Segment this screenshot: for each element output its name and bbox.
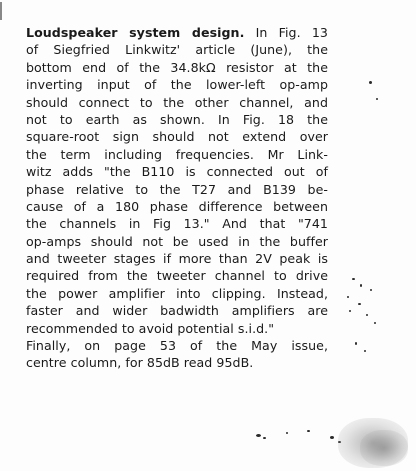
speck	[374, 322, 376, 324]
speck	[263, 437, 266, 439]
text-line: square-root sign should not extend over	[26, 129, 328, 145]
text-line: the term including frequencies. Mr Link-	[26, 146, 328, 162]
speck	[364, 350, 366, 352]
text-line: Finally, on page 53 of the May issue,	[26, 338, 328, 354]
speck	[352, 278, 355, 280]
text-line: phase relative to the T27 and B139 be-	[26, 181, 328, 197]
text-line	[26, 24, 328, 41]
correction-notice	[26, 24, 328, 372]
text-line: op-amps should not be used in the buffer	[26, 233, 328, 249]
text-line: witz adds "the B110 is connected out of	[26, 164, 328, 180]
speck	[307, 430, 310, 432]
speck	[256, 434, 261, 437]
text-line: the channels in Fig 13." And that "741	[26, 216, 328, 232]
text-line: inverting input of the lower-left op-amp	[26, 77, 328, 93]
text-line: cause of a 180 phase difference between	[26, 198, 328, 214]
smudge	[360, 430, 408, 466]
speck	[330, 436, 334, 439]
text-line: not to earth as shown. In Fig. 18 the	[26, 111, 328, 127]
text-line: bottom end of the 34.8kΩ resistor at the	[26, 59, 328, 75]
speck	[360, 284, 362, 287]
speck	[355, 342, 357, 345]
speck	[370, 289, 372, 291]
headline-continuation: In Fig. 13	[244, 25, 328, 40]
speck	[358, 303, 361, 305]
text-line: centre column, for 85dB read 95dB.	[26, 355, 254, 371]
notice-headline: Loudspeaker system design.	[26, 25, 245, 40]
text-line: recommended to avoid potential s.i.d."	[26, 320, 275, 336]
text-line: of Siegfried Linkwitz' article (June), the	[26, 42, 328, 58]
text-line: and tweeter stages if more than 2V peak is	[26, 251, 328, 267]
speck	[366, 314, 368, 316]
speck	[286, 432, 288, 434]
text-line: should connect to the other channel, and	[26, 94, 328, 110]
text-line: the power amplifier into clipping. Instead,	[26, 285, 328, 301]
page-edge-mark	[0, 2, 2, 20]
speck	[347, 296, 349, 298]
text-line: faster and wider badwidth amplifiers are	[26, 303, 328, 319]
speck	[369, 81, 372, 84]
text-line: required from the tweeter channel to drive	[26, 268, 328, 284]
speck	[376, 98, 378, 100]
speck	[349, 310, 351, 312]
